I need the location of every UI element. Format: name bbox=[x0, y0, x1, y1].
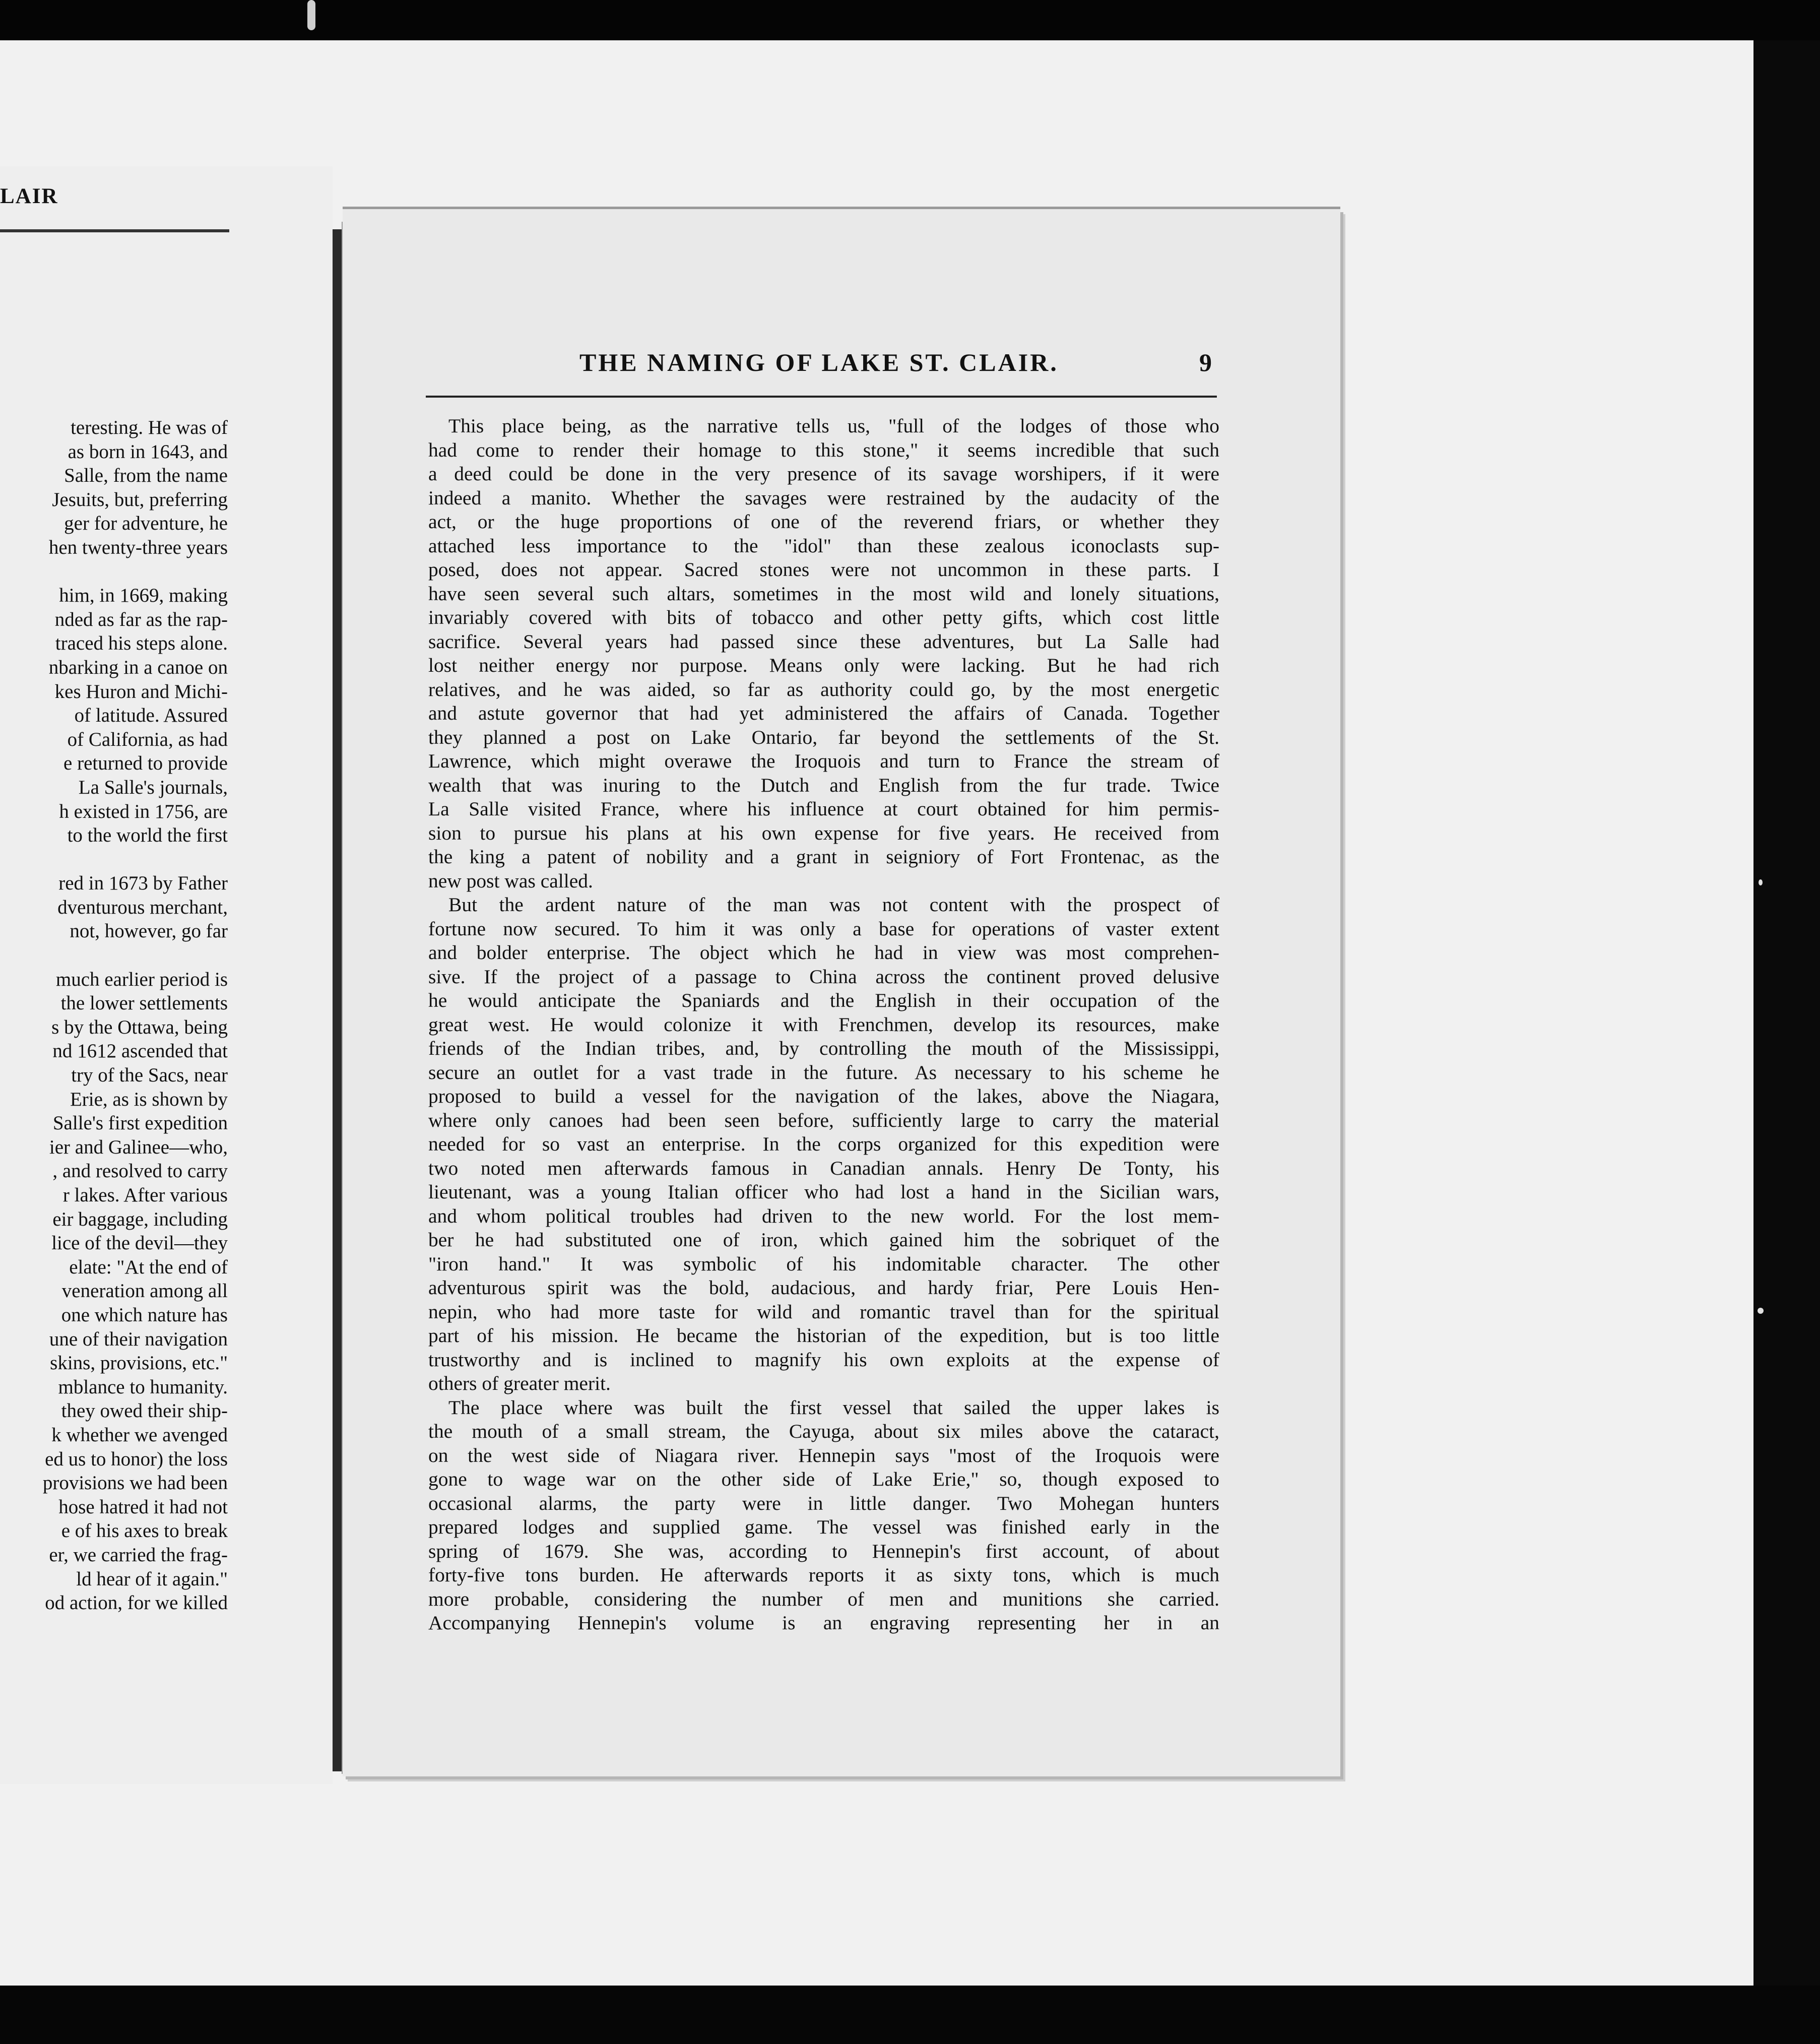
text-line: new post was called. bbox=[428, 869, 593, 892]
text-line: had come to render their homage to this stone," it seems incredible that such bbox=[428, 438, 1219, 461]
text-line: ber he had substituted one of iron, which gained him the sobriquet of the bbox=[428, 1229, 1219, 1251]
page-gutter bbox=[333, 229, 342, 1771]
text-line: lost neither energy nor purpose. Means only were lacking. But he had rich bbox=[428, 654, 1219, 676]
text-line: indeed a manito. Whether the savages were restrained by the audacity of the bbox=[428, 486, 1219, 509]
left-text-line: ger for adventure, he bbox=[64, 513, 228, 535]
left-text-line: Jesuits, but, preferring bbox=[52, 488, 228, 510]
text-line: spring of 1679. She was, according to Hennepin's first account, of about bbox=[428, 1540, 1219, 1562]
text-line: and bolder enterprise. The object which he had in view was most comprehen- bbox=[428, 941, 1219, 964]
left-text-line bbox=[0, 560, 228, 584]
text-line: friends of the Indian tribes, and, by controlling the mouth of the Mississippi, bbox=[428, 1037, 1219, 1059]
text-line: the mouth of a small stream, the Cayuga, about six miles above the cataract, bbox=[428, 1420, 1219, 1442]
left-text-line bbox=[0, 943, 228, 968]
text-line: great west. He would colonize it with Frenchmen, develop its resources, make bbox=[428, 1013, 1219, 1036]
left-text-line: skins, provisions, etc." bbox=[50, 1352, 228, 1374]
scan-right-border bbox=[1753, 40, 1820, 1986]
text-line: have seen several such altars, sometimes in the most wild and lonely situations, bbox=[428, 582, 1219, 605]
left-text-line: nd 1612 ascended that bbox=[52, 1040, 228, 1062]
left-text-line: s by the Ottawa, being bbox=[51, 1016, 228, 1038]
left-text-line: traced his steps alone. bbox=[55, 632, 228, 655]
page-number: 9 bbox=[1199, 348, 1212, 376]
left-text-line: eir baggage, including bbox=[52, 1208, 228, 1230]
left-text-line: of California, as had bbox=[67, 728, 228, 750]
left-text-line: k whether we avenged bbox=[51, 1424, 228, 1446]
text-line: sive. If the project of a passage to China across the continent proved delusive bbox=[428, 965, 1219, 988]
left-text-line: e returned to provide bbox=[63, 752, 228, 775]
left-text-line: of latitude. Assured bbox=[74, 705, 228, 727]
left-text-line: teresting. He was of bbox=[71, 417, 228, 438]
text-line: and astute governor that had yet administered the affairs of Canada. Together bbox=[428, 702, 1219, 724]
body-text bbox=[428, 414, 1219, 1635]
left-text-line: ed us to honor) the loss bbox=[45, 1448, 228, 1470]
text-line: two noted men afterwards famous in Canadian annals. Henry De Tonty, his bbox=[428, 1157, 1219, 1179]
text-line: part of his mission. He became the historian of the expedition, but is too little bbox=[428, 1324, 1219, 1347]
left-text-line: Salle's first expedition bbox=[52, 1112, 228, 1134]
text-line: gone to wage war on the other side of Lake Erie," so, though exposed to bbox=[428, 1468, 1219, 1490]
left-text-line: mblance to humanity. bbox=[58, 1376, 228, 1398]
left-text-line: as born in 1643, and bbox=[68, 440, 228, 463]
left-text-line: one which nature has bbox=[61, 1304, 228, 1326]
text-line: act, or the huge proportions of one of the reverend friars, or whether they bbox=[428, 510, 1219, 533]
text-line: prepared lodges and supplied game. The vessel was finished early in the bbox=[428, 1516, 1219, 1538]
text-line: more probable, considering the number of men and munitions she carried. bbox=[428, 1587, 1219, 1610]
left-text-line: nded as far as the rap- bbox=[54, 608, 228, 630]
text-line: secure an outlet for a vast trade in the future. As necessary to his scheme he bbox=[428, 1061, 1219, 1083]
text-line: fortune now secured. To him it was only a base for operations of vaster extent bbox=[428, 917, 1219, 940]
text-line: relatives, and he was aided, so far as authority could go, by the most energetic bbox=[428, 678, 1219, 700]
left-header-rule bbox=[0, 229, 229, 232]
text-line: The place where was built the first vessel that sailed the upper lakes is bbox=[448, 1396, 1219, 1419]
left-text-line: Salle, from the name bbox=[64, 465, 228, 487]
text-line: they planned a post on Lake Ontario, far beyond the settlements of the St. bbox=[428, 726, 1219, 748]
header-rule bbox=[426, 396, 1217, 398]
text-line: invariably covered with bits of tobacco and other petty gifts, which cost little bbox=[428, 606, 1219, 628]
left-text-line: od action, for we killed bbox=[45, 1592, 228, 1614]
left-text-line: er, we carried the frag- bbox=[49, 1544, 228, 1566]
text-line: proposed to build a vessel for the navigation of the lakes, above the Niagara, bbox=[428, 1085, 1219, 1107]
text-line: "iron hand." It was symbolic of his indomitable character. The other bbox=[428, 1252, 1219, 1275]
scan-speck bbox=[1759, 879, 1763, 885]
left-text-line: try of the Sacs, near bbox=[71, 1064, 228, 1087]
left-text-line: kes Huron and Michi- bbox=[54, 680, 228, 702]
left-text-line: the lower settlements bbox=[60, 992, 228, 1014]
left-text-line: La Salle's journals, bbox=[78, 776, 228, 798]
left-text-line: they owed their ship- bbox=[61, 1400, 228, 1422]
left-text-line: provisions we had been bbox=[42, 1472, 228, 1494]
text-line: This place being, as the narrative tells us, "full of the lodges of those who bbox=[448, 415, 1219, 437]
text-line: on the west side of Niagara river. Hennepin says "most of the Iroquois were bbox=[428, 1444, 1219, 1466]
left-text-line: ier and Galinee—who, bbox=[49, 1136, 228, 1158]
left-text-line: veneration among all bbox=[61, 1280, 228, 1302]
scan-speck bbox=[307, 0, 315, 30]
left-text-line: , and resolved to carry bbox=[52, 1160, 228, 1182]
text-line: lieutenant, was a young Italian officer who had lost a hand in the Sicilian wars, bbox=[428, 1181, 1219, 1203]
text-line: attached less importance to the "idol" than these zealous iconoclasts sup- bbox=[428, 534, 1219, 557]
left-text-line: not, however, go far bbox=[70, 920, 228, 942]
left-page-header: LAIR bbox=[0, 184, 58, 208]
text-line: occasional alarms, the party were in little danger. Two Mohegan hunters bbox=[428, 1492, 1219, 1514]
left-text-line: h existed in 1756, are bbox=[59, 800, 228, 822]
running-header: THE NAMING OF LAKE ST. CLAIR. bbox=[579, 348, 1059, 376]
text-line: La Salle visited France, where his influence at court obtained for him permis- bbox=[428, 798, 1219, 820]
left-text-line: Erie, as is shown by bbox=[70, 1088, 228, 1110]
text-line: where only canoes had been seen before, sufficiently large to carry the material bbox=[428, 1109, 1219, 1131]
scan-speck bbox=[1758, 1308, 1764, 1314]
text-line: a deed could be done in the very presence of its savage worshipers, if it were bbox=[428, 463, 1219, 485]
text-line: wealth that was inuring to the Dutch and English from the fur trade. Twice bbox=[428, 774, 1219, 796]
left-text-line: hen twenty-three years bbox=[48, 536, 228, 558]
left-text-line: to the world the first bbox=[67, 824, 228, 847]
text-line: sion to pursue his plans at his own expense for five years. He received from bbox=[428, 821, 1219, 844]
text-line: But the ardent nature of the man was not content with the prospect of bbox=[448, 893, 1219, 916]
text-line: he would anticipate the Spaniards and the English in their occupation of the bbox=[428, 989, 1219, 1011]
text-line: trustworthy and is inclined to magnify his own exploits at the expense of bbox=[428, 1348, 1219, 1371]
text-line: posed, does not appear. Sacred stones were not uncommon in these parts. I bbox=[428, 558, 1219, 581]
left-text-line: lice of the devil—they bbox=[51, 1232, 228, 1254]
left-text-line: elate: "At the end of bbox=[69, 1256, 228, 1278]
left-text-line: him, in 1669, making bbox=[59, 585, 228, 607]
left-text-line: ld hear of it again." bbox=[76, 1568, 228, 1590]
left-page-text bbox=[0, 416, 228, 1615]
left-text-line bbox=[0, 848, 228, 872]
left-text-line: dventurous merchant, bbox=[57, 896, 228, 918]
text-line: forty-five tons burden. He afterwards reports it as sixty tons, which is much bbox=[428, 1564, 1219, 1586]
left-text-line: une of their navigation bbox=[49, 1328, 228, 1350]
text-line: Accompanying Hennepin's volume is an engraving representing her in an bbox=[428, 1612, 1219, 1634]
text-line: and whom political troubles had driven to the new world. For the lost mem- bbox=[428, 1204, 1219, 1227]
text-line: adventurous spirit was the bold, audacious, and hardy friar, Pere Louis Hen- bbox=[428, 1276, 1219, 1299]
text-line: Lawrence, which might overawe the Iroquois and turn to France the stream of bbox=[428, 750, 1219, 772]
left-text-line: red in 1673 by Father bbox=[58, 872, 228, 895]
text-line: others of greater merit. bbox=[428, 1372, 611, 1394]
left-text-line: e of his axes to break bbox=[61, 1520, 228, 1542]
left-text-line: nbarking in a canoe on bbox=[48, 656, 228, 678]
text-line: nepin, who had more taste for wild and romantic travel than for the spiritual bbox=[428, 1300, 1219, 1323]
text-line: sacrifice. Several years had passed since these adventures, but La Salle had bbox=[428, 630, 1219, 653]
left-text-line: r lakes. After various bbox=[62, 1184, 228, 1206]
text-line: needed for so vast an enterprise. In the corps organized for this expedition were bbox=[428, 1133, 1219, 1155]
text-line: the king a patent of nobility and a grant in seigniory of Fort Frontenac, as the bbox=[428, 846, 1219, 868]
left-text-line: hose hatred it had not bbox=[58, 1496, 228, 1518]
scan-bottom-border bbox=[0, 1986, 1820, 2044]
left-text-line: much earlier period is bbox=[55, 968, 228, 990]
